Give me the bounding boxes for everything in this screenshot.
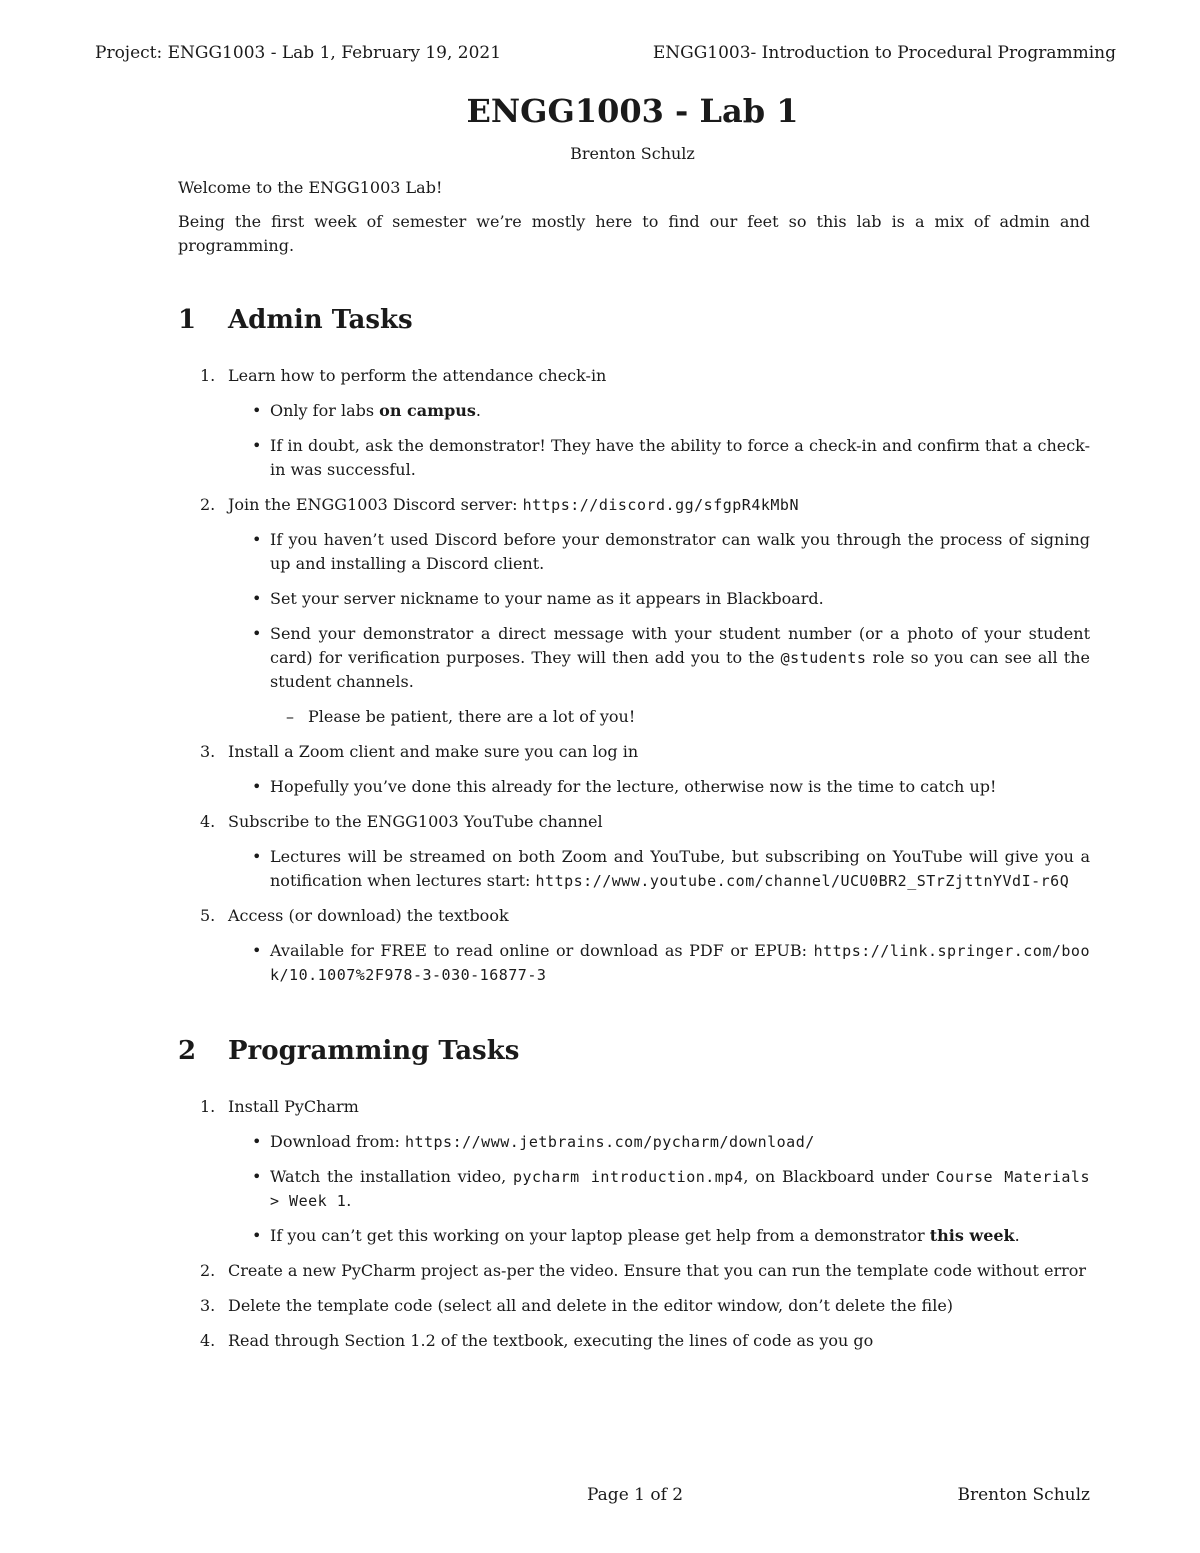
section-title: Programming Tasks <box>228 1036 520 1066</box>
bullet-item: • Download from: https://www.jetbrains.com/pycharm/download/ <box>228 1130 1090 1154</box>
list-item <box>178 1329 1090 1353</box>
footer-author: Brenton Schulz <box>957 1485 1090 1505</box>
emphasis: this week <box>929 1226 1015 1245</box>
item-text: Access (or download) the textbook <box>228 906 509 925</box>
discord-link[interactable]: https://discord.gg/sfgpR4kMbN <box>522 496 799 514</box>
inline-code: pycharm introduction.mp4 <box>512 1168 744 1186</box>
intro-paragraph: Being the first week of semester we’re mostly here to find our feet so this lab is a mix of admin and programming. <box>178 212 1090 255</box>
bullet-list <box>228 1130 1090 1248</box>
item-number: 4. <box>200 1331 216 1350</box>
item-text: Create a new PyCharm project as-per the video. Ensure that you can run the template code without error <box>228 1261 1087 1280</box>
bullet-list <box>228 775 1090 799</box>
bullet-icon: • <box>252 530 262 549</box>
item-number: 2. <box>200 495 216 514</box>
item-number: 2. <box>200 1261 216 1280</box>
document-title: ENGG1003 - Lab 1 <box>466 92 799 130</box>
bullet-item: • Lectures will be streamed on both Zoom and YouTube, but subscribing on YouTube will give you a notification when lectures start: https://www.youtube.com/channel/UCU0BR2_STrZjttnYVdI-r6Q <box>252 847 1090 890</box>
list-item <box>178 1259 1090 1283</box>
bullet-icon: • <box>252 777 262 796</box>
page-number: Page 1 of 2 <box>587 1485 684 1505</box>
bullet-icon: • <box>252 1132 262 1151</box>
intro-welcome: Welcome to the ENGG1003 Lab! <box>178 178 443 197</box>
section-heading-admin <box>178 304 1090 336</box>
list-item <box>178 1095 1090 1248</box>
programming-task-list <box>178 1095 1090 1353</box>
inline-code: Course Materials > Week 1 <box>270 1168 1090 1210</box>
bullet-icon: • <box>252 589 262 608</box>
bullet-item: • Only for labs on campus. <box>228 399 1090 423</box>
item-number: 5. <box>200 906 216 925</box>
item-text: Install PyCharm <box>228 1097 359 1116</box>
bullet-list <box>228 399 1090 482</box>
running-header-left: Project: ENGG1003 - Lab 1, February 19, 2021 <box>95 43 502 63</box>
sub-item: – Please be patient, there are a lot of you! <box>270 705 1090 729</box>
list-item <box>178 493 1090 729</box>
list-item <box>178 810 1090 893</box>
bullet-icon: • <box>252 847 262 866</box>
emphasis: on campus <box>379 401 476 420</box>
list-item <box>178 1294 1090 1318</box>
bullet-icon: • <box>252 1167 262 1186</box>
bullet-icon: • <box>252 436 262 455</box>
item-number: 3. <box>200 1296 216 1315</box>
bullet-list <box>228 528 1090 729</box>
section-number: 1 <box>178 305 197 335</box>
inline-code: @students <box>780 649 867 667</box>
item-text: Learn how to perform the attendance check-in <box>228 366 607 385</box>
item-number: 4. <box>200 812 216 831</box>
admin-task-list <box>178 364 1090 987</box>
item-number: 3. <box>200 742 216 761</box>
bullet-icon: • <box>252 624 262 643</box>
section-heading-programming <box>178 1035 1090 1067</box>
textbook-link[interactable]: https://link.springer.com/book/10.1007%2F978-3-030-16877-3 <box>270 942 1090 984</box>
bullet-icon: • <box>252 1226 262 1245</box>
bullet-item: • Watch the installation video, pycharm introduction.mp4, on Blackboard under Course Materials > Week 1. <box>252 1167 1090 1210</box>
bullet-item: • If you can’t get this working on your laptop please get help from a demonstrator this week. <box>228 1224 1090 1248</box>
item-text: Join the ENGG1003 Discord server: <box>228 495 523 514</box>
bullet-item: • Available for FREE to read online or download as PDF or EPUB: https://link.springer.com/book/10.1007%2F978-3-030-16877-3 <box>252 941 1090 984</box>
bullet-icon: • <box>252 401 262 420</box>
bullet-item: • Hopefully you’ve done this already for the lecture, otherwise now is the time to catch up! <box>228 775 1090 799</box>
section-number: 2 <box>178 1036 197 1066</box>
item-text: Install a Zoom client and make sure you can log in <box>228 742 639 761</box>
section-title: Admin Tasks <box>228 305 413 335</box>
bullet-item: • If in doubt, ask the demonstrator! They have the ability to force a check-in and confirm that a check-in was successful. <box>252 436 1090 479</box>
bullet-item: • Send your demonstrator a direct message with your student number (or a photo of your student card) for verification purposes. They will then add you to the @students role so you can see all the student channels. – Please be patient, there are a lot of you! <box>228 622 1090 729</box>
document-body <box>178 176 1090 1364</box>
bullet-list <box>228 845 1090 893</box>
list-item <box>178 740 1090 799</box>
item-number: 1. <box>200 1097 216 1116</box>
sub-list <box>270 705 1090 729</box>
item-text: Subscribe to the ENGG1003 YouTube channel <box>228 812 603 831</box>
list-item <box>178 904 1090 987</box>
youtube-link[interactable]: https://www.youtube.com/channel/UCU0BR2_STrZjttnYVdI-r6Q <box>535 872 1070 890</box>
document-author: Brenton Schulz <box>570 144 695 163</box>
item-text: Delete the template code (select all and delete in the editor window, don’t delete the file) <box>228 1296 954 1315</box>
running-header-right: ENGG1003- Introduction to Procedural Programming <box>652 43 1116 63</box>
bullet-item: • If you haven’t used Discord before your demonstrator can walk you through the process of signing up and installing a Discord client. <box>252 530 1090 573</box>
bullet-list <box>228 939 1090 987</box>
item-number: 1. <box>200 366 216 385</box>
item-text: Read through Section 1.2 of the textbook, executing the lines of code as you go <box>228 1331 874 1350</box>
pycharm-download-link[interactable]: https://www.jetbrains.com/pycharm/download/ <box>404 1133 815 1151</box>
list-item <box>178 364 1090 482</box>
dash-icon: – <box>286 707 294 726</box>
bullet-item: • Set your server nickname to your name as it appears in Blackboard. <box>228 587 1090 611</box>
bullet-icon: • <box>252 941 262 960</box>
